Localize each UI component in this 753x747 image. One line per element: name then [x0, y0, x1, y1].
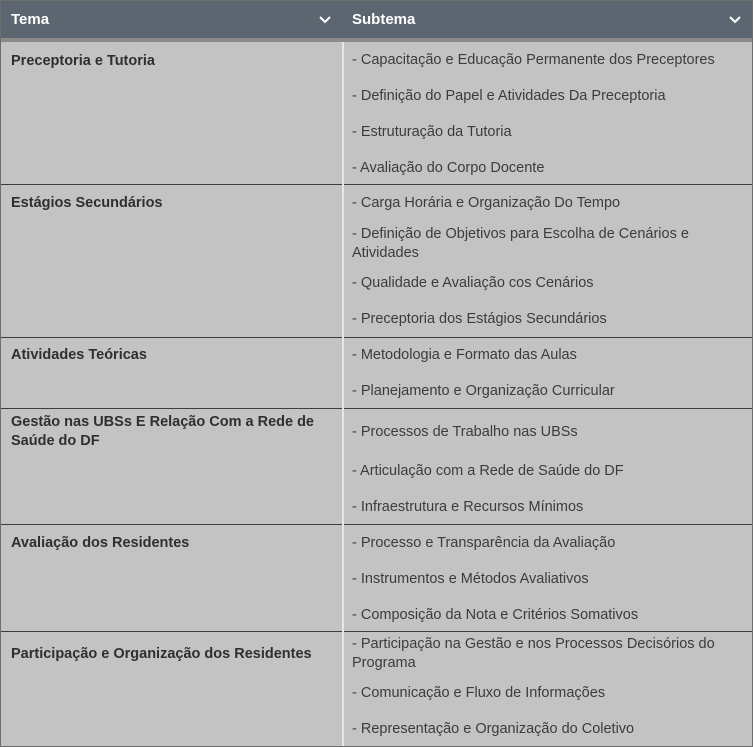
subtema-item: - Avaliação do Corpo Docente: [352, 160, 545, 176]
subtema-item: - Estruturação da Tutoria: [352, 124, 512, 140]
column-header-tema[interactable]: [1, 1, 342, 38]
subtema-item: - Metodologia e Formato das Aulas: [352, 347, 577, 363]
subtema-item: - Qualidade e Avaliação cos Cenários: [352, 275, 594, 291]
subtema-item: - Processo e Transparência da Avaliação: [352, 535, 616, 551]
chevron-down-icon[interactable]: [728, 1, 742, 38]
tema-cell: Estágios Secundários: [11, 195, 163, 211]
subtema-item: - Planejamento e Organização Curricular: [352, 383, 615, 399]
column-header-subtema[interactable]: [342, 1, 752, 38]
subtema-item: - Articulação com a Rede de Saúde do DF: [352, 463, 624, 479]
subtema-item: - Capacitação e Educação Permanente dos Preceptores: [352, 52, 715, 68]
table-row: [1, 42, 752, 184]
subtema-item: - Definição de Objetivos para Escolha de Cenários e Atividades: [352, 226, 689, 261]
subtema-item: - Definição do Papel e Atividades Da Preceptoria: [352, 88, 666, 104]
subtema-item: - Instrumentos e Métodos Avaliativos: [352, 571, 589, 587]
tema-cell: Participação e Organização dos Residentes: [11, 646, 312, 662]
tema-cell: Gestão nas UBSs E Relação Com a Rede de Saúde do DF: [11, 414, 314, 449]
table-row: [1, 524, 752, 631]
column-divider: [342, 42, 344, 746]
subtema-item: - Composição da Nota e Critérios Somativos: [352, 607, 639, 623]
subtema-item: - Carga Horária e Organização Do Tempo: [352, 195, 621, 211]
column-header-label: Subtema: [352, 11, 416, 28]
tema-cell: Avaliação dos Residentes: [11, 535, 190, 551]
table-header: [1, 1, 752, 38]
tema-cell: Atividades Teóricas: [11, 347, 147, 363]
table-row: [1, 184, 752, 337]
tema-cell: Preceptoria e Tutoria: [11, 53, 155, 69]
table-row: [1, 408, 752, 524]
subtema-item: - Processos de Trabalho nas UBSs: [352, 424, 578, 440]
subtema-item: - Participação na Gestão e nos Processos Decisórios do Programa: [352, 636, 715, 671]
chevron-down-icon[interactable]: [318, 1, 332, 38]
table-row: [1, 337, 752, 408]
subtema-item: - Representação e Organização do Coletivo: [352, 721, 635, 737]
table-row: [1, 631, 752, 747]
column-header-label: Tema: [11, 11, 50, 28]
subtema-item: - Infraestrutura e Recursos Mínimos: [352, 499, 584, 515]
subtema-item: - Preceptoria dos Estágios Secundários: [352, 311, 607, 327]
subtema-item: - Comunicação e Fluxo de Informações: [352, 685, 606, 701]
